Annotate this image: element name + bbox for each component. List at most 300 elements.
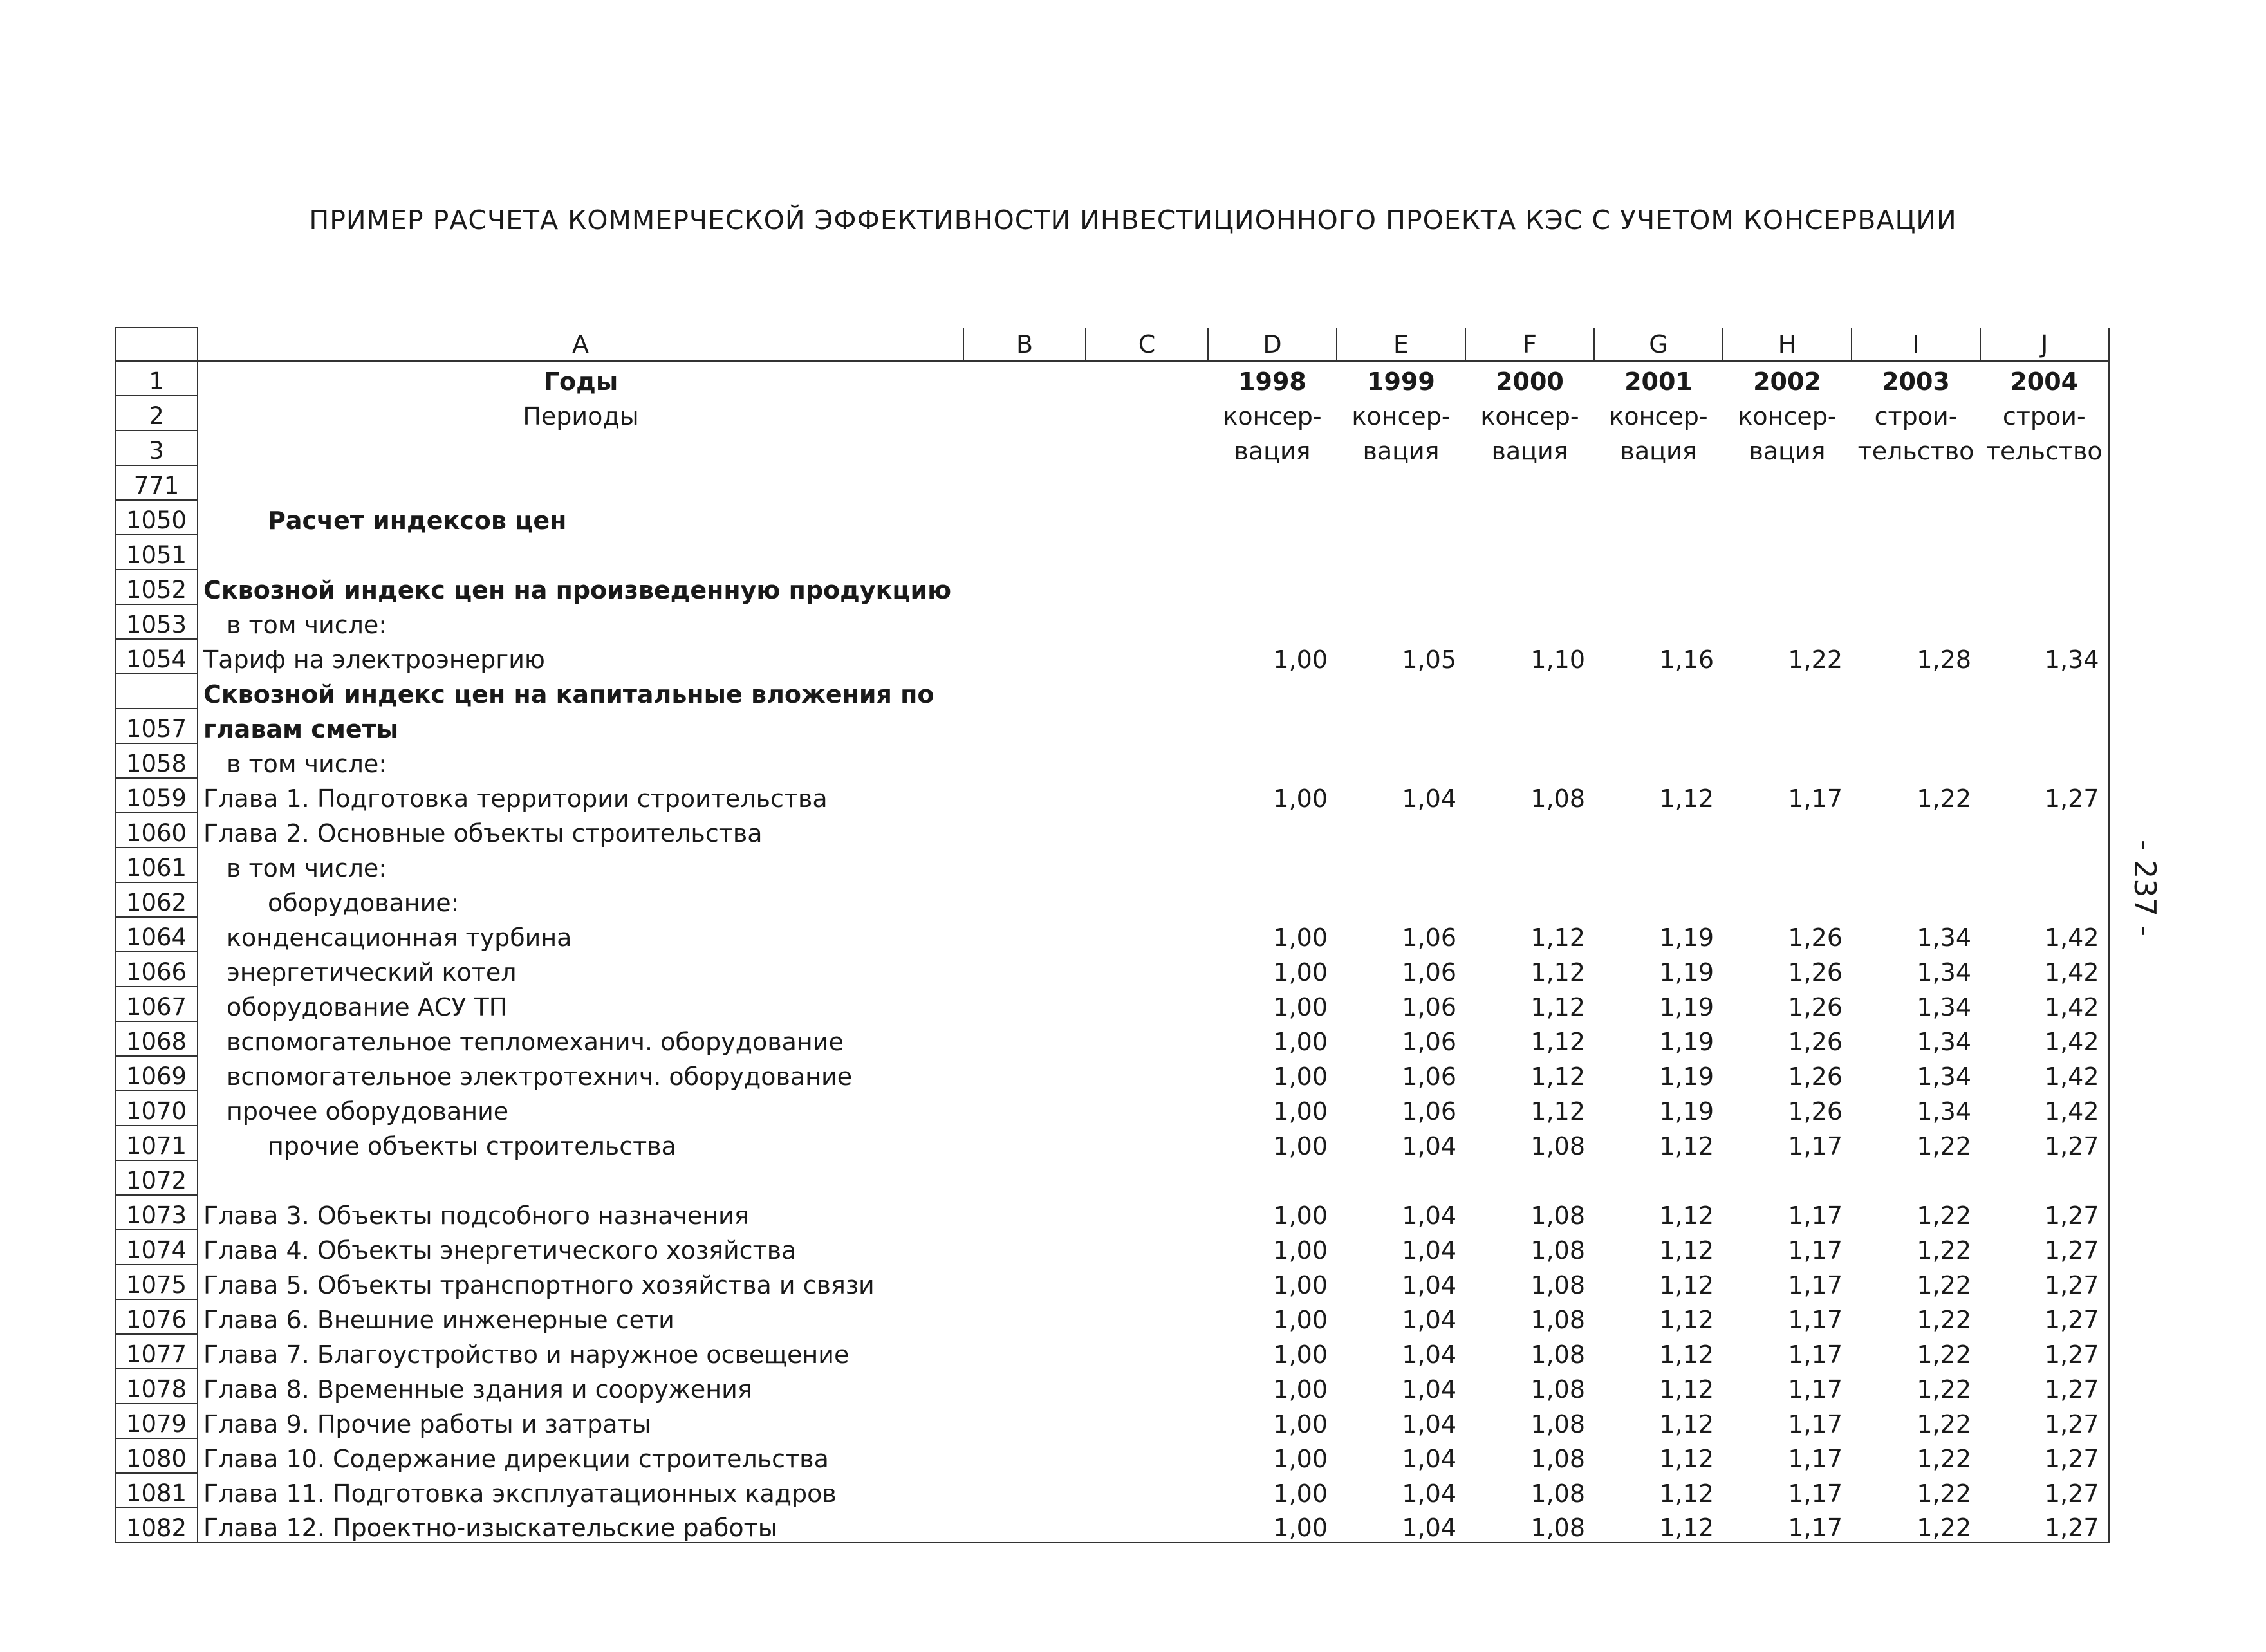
- value-cell: 1,00: [1273, 993, 1328, 1021]
- value-cell: 1,08: [1530, 1480, 1585, 1508]
- row-number: 1073: [115, 1195, 198, 1230]
- empty-cell: [1086, 500, 1208, 535]
- value-cell: 1,17: [1723, 1508, 1852, 1543]
- row-number: 1072: [115, 1160, 198, 1195]
- value-cell: 1,05: [1402, 645, 1456, 674]
- row-number: 1082: [115, 1508, 198, 1543]
- value-cell: [1852, 674, 1980, 709]
- value-cell: 1,34: [1917, 1063, 1971, 1091]
- value-cell: 1,04: [1402, 1271, 1456, 1299]
- row-number: 1067: [115, 987, 198, 1021]
- value-cell: [1337, 570, 1465, 604]
- value-cell: 1,17: [1788, 1375, 1843, 1404]
- value-cell: 1,08: [1530, 1306, 1585, 1334]
- value-cell: 1,22: [1917, 1410, 1971, 1438]
- header-value: строи-: [1874, 402, 1958, 431]
- header-value: [1723, 465, 1852, 500]
- table-row: [115, 813, 2109, 848]
- value-cell: [1465, 604, 1594, 639]
- value-cell: 1,12: [1659, 1132, 1714, 1160]
- page-title: ПРИМЕР РАСЧЕТА КОММЕРЧЕСКОЙ ЭФФЕКТИВНОСТИ ИНВЕСТИЦИОННОГО ПРОЕКТА КЭС С УЧЕТОМ КОНСЕРВАЦИИ: [309, 205, 1957, 236]
- table-row: [115, 1438, 2109, 1473]
- value-cell: 1,12: [1659, 1236, 1714, 1265]
- value-cell: [1337, 743, 1465, 778]
- value-cell: [1594, 709, 1723, 743]
- value-cell: 1,04: [1402, 1341, 1456, 1369]
- row-label: Глава 2. Основные объекты строительства: [203, 819, 763, 848]
- column-header-c: C: [1086, 328, 1208, 361]
- empty-cell: [1086, 1404, 1208, 1438]
- empty-cell: [1086, 535, 1208, 570]
- value-cell: [1852, 743, 1980, 778]
- value-cell: 1,26: [1788, 1063, 1843, 1091]
- value-cell: 1,17: [1788, 1202, 1843, 1230]
- value-cell: 1,00: [1273, 958, 1328, 987]
- value-cell: [1980, 535, 2109, 570]
- value-cell: 1,42: [1980, 1056, 2109, 1091]
- header-value: [1337, 465, 1465, 500]
- value-cell: 1,42: [1980, 987, 2109, 1021]
- empty-cell: [1086, 639, 1208, 674]
- value-cell: 1,04: [1402, 1410, 1456, 1438]
- empty-cell: [963, 778, 1086, 813]
- value-cell: 1,17: [1788, 1132, 1843, 1160]
- empty-cell: [1086, 1334, 1208, 1369]
- value-cell: [1980, 1160, 2109, 1195]
- value-cell: [1594, 1160, 1723, 1195]
- value-cell: 1,27: [1980, 1195, 2109, 1230]
- row-label: Глава 6. Внешние инженерные сети: [203, 1306, 674, 1334]
- value-cell: 1,12: [1659, 1410, 1714, 1438]
- value-cell: [1852, 500, 1980, 535]
- row-number: 1050: [115, 500, 198, 535]
- value-cell: [1208, 604, 1337, 639]
- column-header-g: G: [1594, 328, 1723, 361]
- row-label: в том числе:: [227, 611, 387, 639]
- value-cell: 1,12: [1659, 1341, 1714, 1369]
- value-cell: [1465, 674, 1594, 709]
- empty-cell: [1086, 604, 1208, 639]
- row-number: 1075: [115, 1265, 198, 1299]
- corner-cell: [115, 328, 198, 361]
- value-cell: [1208, 709, 1337, 743]
- empty-cell: [1086, 1299, 1208, 1334]
- row-number: 1080: [115, 1438, 198, 1473]
- value-cell: 1,34: [1917, 1028, 1971, 1056]
- empty-cell: [1086, 743, 1208, 778]
- value-cell: [1723, 813, 1852, 848]
- value-cell: [1594, 604, 1723, 639]
- header-value: консер-: [1609, 402, 1708, 431]
- value-cell: [1852, 709, 1980, 743]
- value-cell: 1,42: [1980, 917, 2109, 952]
- value-cell: 1,19: [1659, 993, 1714, 1021]
- empty-cell: [963, 1056, 1086, 1091]
- value-cell: 1,00: [1273, 1132, 1328, 1160]
- row-number: 1051: [115, 535, 198, 570]
- value-cell: 1,22: [1917, 1480, 1971, 1508]
- empty-cell: [1086, 1091, 1208, 1126]
- value-cell: 1,27: [1980, 1230, 2109, 1265]
- table-row: [115, 882, 2109, 917]
- empty-cell: [963, 952, 1086, 987]
- row-number: 1070: [115, 1091, 198, 1126]
- header-value: [1208, 465, 1337, 500]
- value-cell: 1,34: [1917, 958, 1971, 987]
- value-cell: [1980, 743, 2109, 778]
- row-label: оборудование АСУ ТП: [227, 993, 508, 1021]
- empty-cell: [963, 1369, 1086, 1404]
- value-cell: 1,27: [1980, 1508, 2109, 1543]
- value-cell: [1208, 1160, 1337, 1195]
- row-label: Глава 3. Объекты подсобного назначения: [203, 1202, 749, 1230]
- empty-cell: [1086, 1021, 1208, 1056]
- value-cell: 1,42: [1980, 952, 2109, 987]
- value-cell: [1594, 743, 1723, 778]
- value-cell: 1,17: [1788, 1445, 1843, 1473]
- column-header-j: J: [1980, 328, 2109, 361]
- row-label: Сквозной индекс цен на капитальные вложения по: [203, 680, 934, 709]
- table-row: [115, 1369, 2109, 1404]
- value-cell: 1,22: [1917, 784, 1971, 813]
- table-row: [115, 1126, 2109, 1160]
- value-cell: 1,42: [1980, 1021, 2109, 1056]
- empty-cell: [963, 1334, 1086, 1369]
- value-cell: 1,08: [1530, 1375, 1585, 1404]
- value-cell: 1,00: [1273, 1306, 1328, 1334]
- value-cell: 1,19: [1659, 1097, 1714, 1126]
- header-value: 1998: [1238, 367, 1306, 396]
- row-label: прочие объекты строительства: [268, 1132, 676, 1160]
- value-cell: 1,19: [1659, 958, 1714, 987]
- value-cell: 1,26: [1788, 993, 1843, 1021]
- value-cell: [1852, 570, 1980, 604]
- header-value: [1465, 465, 1594, 500]
- row-label: оборудование:: [268, 889, 460, 917]
- table-row: [115, 500, 2109, 535]
- empty-cell: [963, 882, 1086, 917]
- row-label: Глава 8. Временные здания и сооружения: [203, 1375, 752, 1404]
- empty-cell: [1086, 1438, 1208, 1473]
- value-cell: 1,00: [1273, 923, 1328, 952]
- empty-cell: [963, 1230, 1086, 1265]
- header-value: вация: [1362, 437, 1440, 465]
- value-cell: [1594, 535, 1723, 570]
- value-cell: [1208, 813, 1337, 848]
- row-label: Глава 10. Содержание дирекции строительства: [203, 1445, 829, 1473]
- empty-cell: [963, 396, 1086, 431]
- row-label: [198, 535, 963, 570]
- row-label: Глава 11. Подготовка эксплуатационных кадров: [203, 1480, 837, 1508]
- empty-cell: [963, 465, 1086, 500]
- value-cell: 1,28: [1917, 645, 1971, 674]
- table-row: [115, 743, 2109, 778]
- value-cell: 1,19: [1659, 923, 1714, 952]
- row-number: 1064: [115, 917, 198, 952]
- row-label: в том числе:: [227, 854, 387, 882]
- row-number: 1059: [115, 778, 198, 813]
- value-cell: 1,08: [1530, 1410, 1585, 1438]
- value-cell: 1,26: [1788, 923, 1843, 952]
- empty-cell: [963, 1021, 1086, 1056]
- table-row: [115, 1091, 2109, 1126]
- header-value: 1999: [1367, 367, 1435, 396]
- value-cell: [1723, 674, 1852, 709]
- value-cell: [1723, 1160, 1852, 1195]
- header-row-1: [115, 361, 2109, 396]
- empty-cell: [1086, 917, 1208, 952]
- value-cell: [1594, 500, 1723, 535]
- value-cell: 1,22: [1917, 1306, 1971, 1334]
- value-cell: [1723, 709, 1852, 743]
- value-cell: 1,42: [1980, 1091, 2109, 1126]
- row-label: вспомогательное электротехнич. оборудование: [227, 1063, 853, 1091]
- row-label: [198, 1160, 963, 1195]
- header-value: тельство: [1857, 437, 1974, 465]
- table-row: [115, 1334, 2109, 1369]
- empty-cell: [1086, 778, 1208, 813]
- header-value: вация: [1234, 437, 1311, 465]
- row-number: 1079: [115, 1404, 198, 1438]
- value-cell: 1,27: [1980, 1369, 2109, 1404]
- row-number: 1062: [115, 882, 198, 917]
- empty-cell: [963, 917, 1086, 952]
- row-label: Глава 4. Объекты энергетического хозяйства: [203, 1236, 797, 1265]
- header-row-2: [115, 396, 2109, 431]
- value-cell: 1,22: [1917, 1271, 1971, 1299]
- value-cell: 1,12: [1530, 1063, 1585, 1091]
- value-cell: [1337, 882, 1465, 917]
- empty-cell: [963, 535, 1086, 570]
- empty-cell: [963, 674, 1086, 709]
- value-cell: 1,06: [1402, 923, 1456, 952]
- row-label: Сквозной индекс цен на произведенную продукцию: [203, 576, 952, 604]
- empty-cell: [963, 1195, 1086, 1230]
- value-cell: [1852, 535, 1980, 570]
- page-number-text: - 237 -: [2128, 839, 2162, 937]
- table-row: [115, 1473, 2109, 1508]
- spreadsheet-table: [115, 327, 2110, 1543]
- column-header-h: H: [1723, 328, 1852, 361]
- value-cell: [1723, 570, 1852, 604]
- value-cell: [1852, 604, 1980, 639]
- value-cell: 1,22: [1917, 1236, 1971, 1265]
- empty-cell: [1086, 987, 1208, 1021]
- header-value: [1852, 465, 1980, 500]
- value-cell: 1,08: [1530, 1236, 1585, 1265]
- row-number: 1077: [115, 1334, 198, 1369]
- value-cell: [1852, 1160, 1980, 1195]
- value-cell: 1,12: [1530, 993, 1585, 1021]
- value-cell: [1980, 882, 2109, 917]
- table-row: [115, 1404, 2109, 1438]
- value-cell: 1,04: [1402, 784, 1456, 813]
- value-cell: 1,12: [1659, 1202, 1714, 1230]
- table-row: [115, 535, 2109, 570]
- value-cell: 1,27: [1980, 1438, 2109, 1473]
- empty-cell: [1086, 431, 1208, 465]
- value-cell: 1,16: [1659, 645, 1714, 674]
- value-cell: [1465, 535, 1594, 570]
- value-cell: [1337, 848, 1465, 882]
- value-cell: [1723, 743, 1852, 778]
- value-cell: 1,04: [1402, 1375, 1456, 1404]
- empty-cell: [1086, 1195, 1208, 1230]
- empty-cell: [963, 709, 1086, 743]
- value-cell: [1980, 813, 2109, 848]
- row-number: 1074: [115, 1230, 198, 1265]
- empty-cell: [1086, 1230, 1208, 1265]
- row-label: в том числе:: [227, 750, 387, 778]
- value-cell: 1,26: [1788, 1097, 1843, 1126]
- empty-cell: [1086, 1508, 1208, 1543]
- value-cell: 1,00: [1273, 1028, 1328, 1056]
- row-label: энергетический котел: [227, 958, 517, 987]
- header-value: тельство: [1980, 431, 2109, 465]
- value-cell: [1852, 882, 1980, 917]
- table-row: [115, 604, 2109, 639]
- value-cell: [1465, 500, 1594, 535]
- column-header-b: B: [963, 328, 1086, 361]
- value-cell: [1723, 500, 1852, 535]
- value-cell: [1852, 848, 1980, 882]
- value-cell: [1723, 882, 1852, 917]
- header-value: 2001: [1624, 367, 1693, 396]
- value-cell: 1,00: [1273, 1445, 1328, 1473]
- value-cell: 1,26: [1788, 958, 1843, 987]
- table-row: [115, 848, 2109, 882]
- header-value: 2002: [1753, 367, 1821, 396]
- value-cell: 1,34: [1917, 993, 1971, 1021]
- value-cell: 1,12: [1530, 923, 1585, 952]
- row-label: Глава 1. Подготовка территории строительства: [203, 784, 828, 813]
- value-cell: 1,00: [1273, 1375, 1328, 1404]
- row-number: 1058: [115, 743, 198, 778]
- empty-cell: [1086, 570, 1208, 604]
- value-cell: 1,17: [1788, 1410, 1843, 1438]
- header-value: вация: [1491, 437, 1568, 465]
- table-row: [115, 1195, 2109, 1230]
- table-row: [115, 778, 2109, 813]
- value-cell: [1337, 709, 1465, 743]
- header-row-3: [115, 431, 2109, 465]
- row-label: конденсационная турбина: [227, 923, 572, 952]
- row-label: Глава 5. Объекты транспортного хозяйства и связи: [203, 1271, 875, 1299]
- empty-cell: [1086, 361, 1208, 396]
- header-label: Годы: [543, 367, 618, 396]
- row-number: 1071: [115, 1126, 198, 1160]
- value-cell: 1,06: [1402, 958, 1456, 987]
- value-cell: 1,06: [1402, 1028, 1456, 1056]
- value-cell: 1,12: [1659, 1480, 1714, 1508]
- value-cell: 1,08: [1530, 1271, 1585, 1299]
- table-row: [115, 1056, 2109, 1091]
- value-cell: 1,27: [1980, 1126, 2109, 1160]
- column-header-f: F: [1465, 328, 1594, 361]
- header-value: консер-: [1480, 402, 1579, 431]
- value-cell: 1,08: [1530, 784, 1585, 813]
- table-row: [115, 570, 2109, 604]
- row-label: Глава 7. Благоустройство и наружное освещение: [203, 1341, 850, 1369]
- table-row: [115, 1299, 2109, 1334]
- header-value: 2003: [1882, 367, 1950, 396]
- column-header-e: E: [1337, 328, 1465, 361]
- empty-cell: [1086, 1369, 1208, 1404]
- value-cell: 1,12: [1659, 1375, 1714, 1404]
- empty-cell: [963, 1299, 1086, 1334]
- header-value: [1980, 465, 2109, 500]
- empty-cell: [963, 431, 1086, 465]
- value-cell: 1,00: [1208, 1508, 1337, 1543]
- value-cell: 1,00: [1273, 1341, 1328, 1369]
- value-cell: 1,12: [1659, 1445, 1714, 1473]
- row-number: 1066: [115, 952, 198, 987]
- empty-cell: [1086, 1265, 1208, 1299]
- row-number: 1061: [115, 848, 198, 882]
- value-cell: 1,04: [1402, 1445, 1456, 1473]
- empty-cell: [963, 604, 1086, 639]
- header-value: вация: [1620, 437, 1697, 465]
- value-cell: 1,04: [1402, 1306, 1456, 1334]
- header-value: вация: [1749, 437, 1826, 465]
- value-cell: [1594, 848, 1723, 882]
- value-cell: 1,00: [1273, 1097, 1328, 1126]
- table-row: [115, 952, 2109, 987]
- value-cell: [1723, 535, 1852, 570]
- value-cell: 1,17: [1788, 1236, 1843, 1265]
- value-cell: [1208, 500, 1337, 535]
- value-cell: 1,22: [1917, 1202, 1971, 1230]
- header-label: [198, 431, 963, 465]
- value-cell: 1,12: [1659, 1306, 1714, 1334]
- value-cell: [1208, 882, 1337, 917]
- value-cell: 1,34: [1917, 923, 1971, 952]
- row-number: 1054: [115, 639, 198, 674]
- empty-cell: [963, 987, 1086, 1021]
- empty-cell: [963, 1091, 1086, 1126]
- empty-cell: [1086, 952, 1208, 987]
- empty-cell: [963, 1404, 1086, 1438]
- row-number: 1053: [115, 604, 198, 639]
- value-cell: [1208, 570, 1337, 604]
- value-cell: [1465, 743, 1594, 778]
- empty-cell: [1086, 1160, 1208, 1195]
- header-value: консер-: [1223, 402, 1322, 431]
- value-cell: 1,27: [1980, 1265, 2109, 1299]
- empty-cell: [1086, 465, 1208, 500]
- value-cell: [1337, 674, 1465, 709]
- value-cell: 1,19: [1659, 1063, 1714, 1091]
- value-cell: 1,04: [1402, 1236, 1456, 1265]
- value-cell: [1465, 882, 1594, 917]
- table-row: [115, 639, 2109, 674]
- row-number: 2: [115, 396, 198, 431]
- value-cell: [1465, 1160, 1594, 1195]
- value-cell: 1,00: [1273, 1202, 1328, 1230]
- empty-cell: [1086, 882, 1208, 917]
- empty-cell: [1086, 674, 1208, 709]
- value-cell: 1,22: [1917, 1341, 1971, 1369]
- row-label: вспомогательное тепломеханич. оборудование: [227, 1028, 844, 1056]
- empty-cell: [963, 1265, 1086, 1299]
- value-cell: 1,00: [1273, 1063, 1328, 1091]
- header-value: строи-: [1980, 396, 2109, 431]
- value-cell: 1,00: [1273, 1271, 1328, 1299]
- empty-cell: [963, 1438, 1086, 1473]
- value-cell: 1,08: [1465, 1508, 1594, 1543]
- row-label: прочее оборудование: [227, 1097, 509, 1126]
- value-cell: 1,26: [1788, 1028, 1843, 1056]
